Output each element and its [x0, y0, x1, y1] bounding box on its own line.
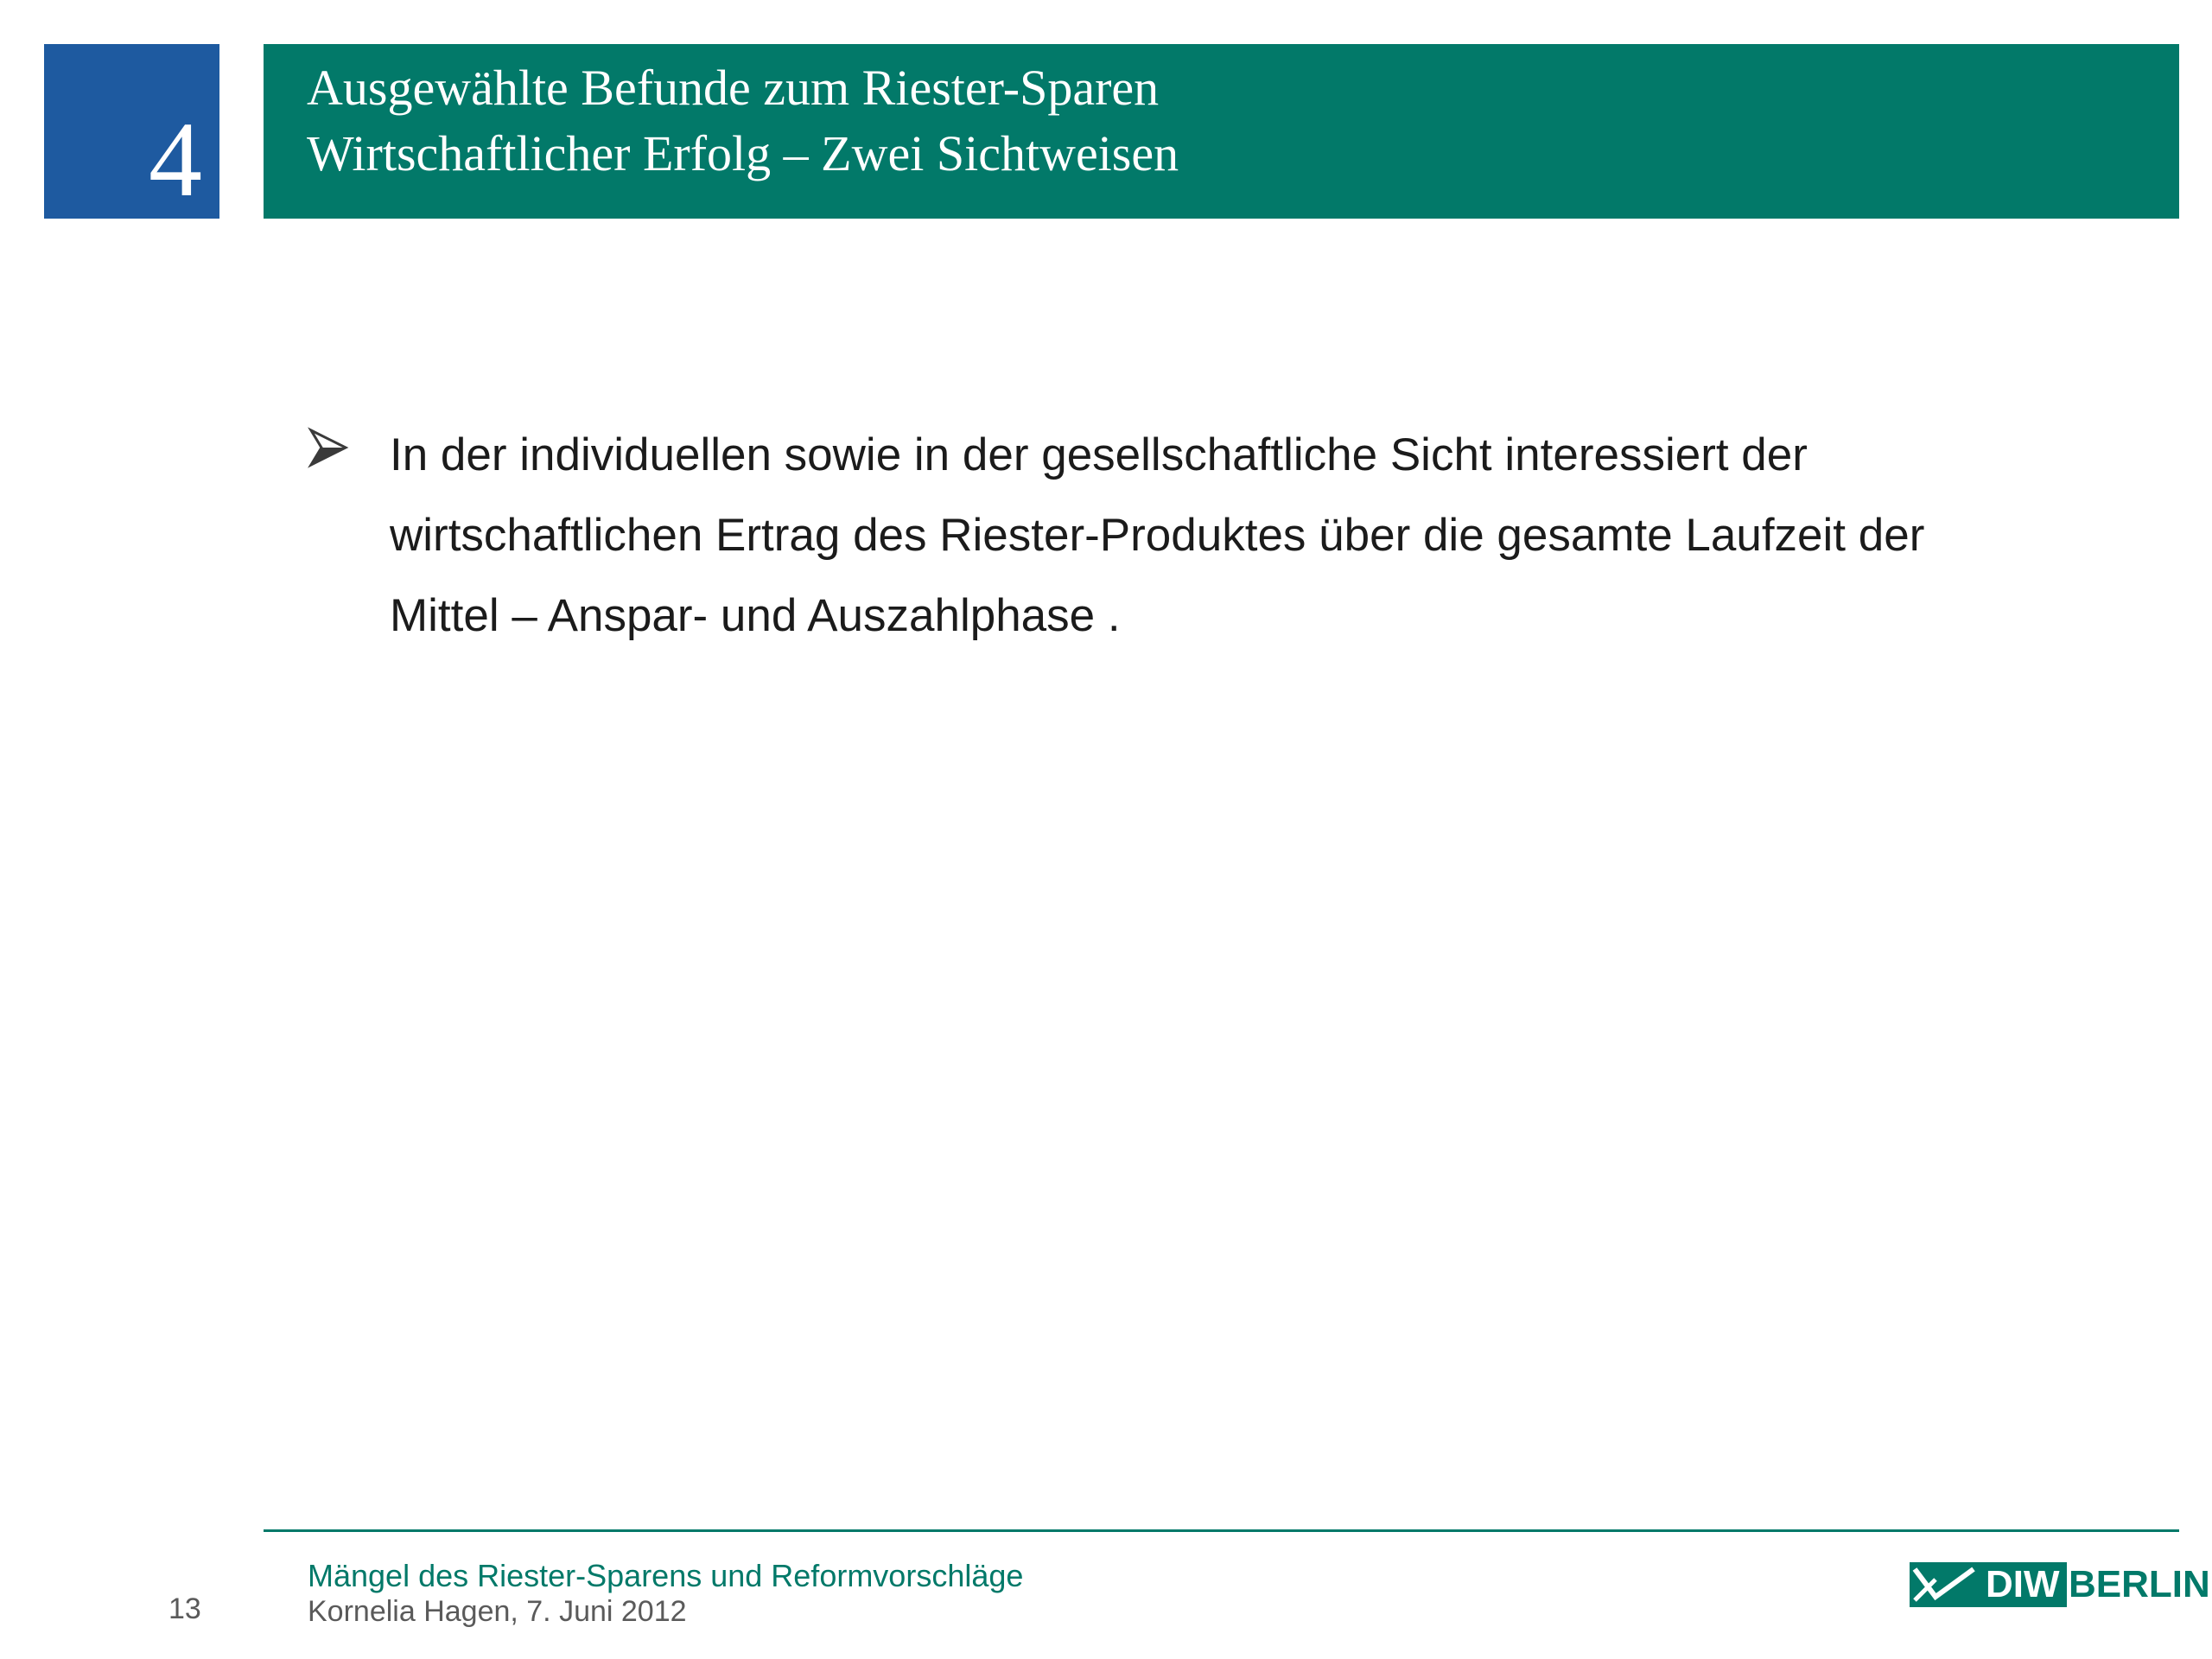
footer-divider	[264, 1529, 2179, 1532]
bullet-line-1: In der individuellen sowie in der gesellschaftliche Sicht interessiert der	[390, 429, 1808, 480]
diw-berlin-logo	[1910, 1562, 2210, 1607]
logo-diw-text: DIW	[1979, 1562, 2067, 1607]
diw-logo-mark-icon	[1910, 1562, 1979, 1607]
bullet-line-3: Mittel – Anspar- und Auszahlphase .	[390, 590, 1121, 641]
slide-title: Ausgewählte Befunde zum Riester-Sparen	[307, 60, 1160, 116]
footer-author-date: Kornelia Hagen, 7. Juni 2012	[308, 1595, 687, 1628]
page-number: 13	[168, 1592, 201, 1625]
footer-presentation-title: Mängel des Riester-Sparens und Reformvorschläge	[308, 1558, 1024, 1593]
slide-header	[264, 44, 2179, 219]
logo-berlin-text: BERLIN	[2069, 1563, 2210, 1605]
bullet-line-2: wirtschaftlichen Ertrag des Riester-Produktes über die gesamte Laufzeit der	[390, 510, 1925, 561]
bullet-paragraph	[390, 415, 2118, 656]
arrowhead-bullet-icon	[308, 427, 349, 468]
slide-subtitle: Wirtschaftlicher Erfolg – Zwei Sichtweisen	[307, 125, 1179, 181]
section-number-box	[44, 44, 219, 219]
section-number: 4	[149, 100, 202, 219]
